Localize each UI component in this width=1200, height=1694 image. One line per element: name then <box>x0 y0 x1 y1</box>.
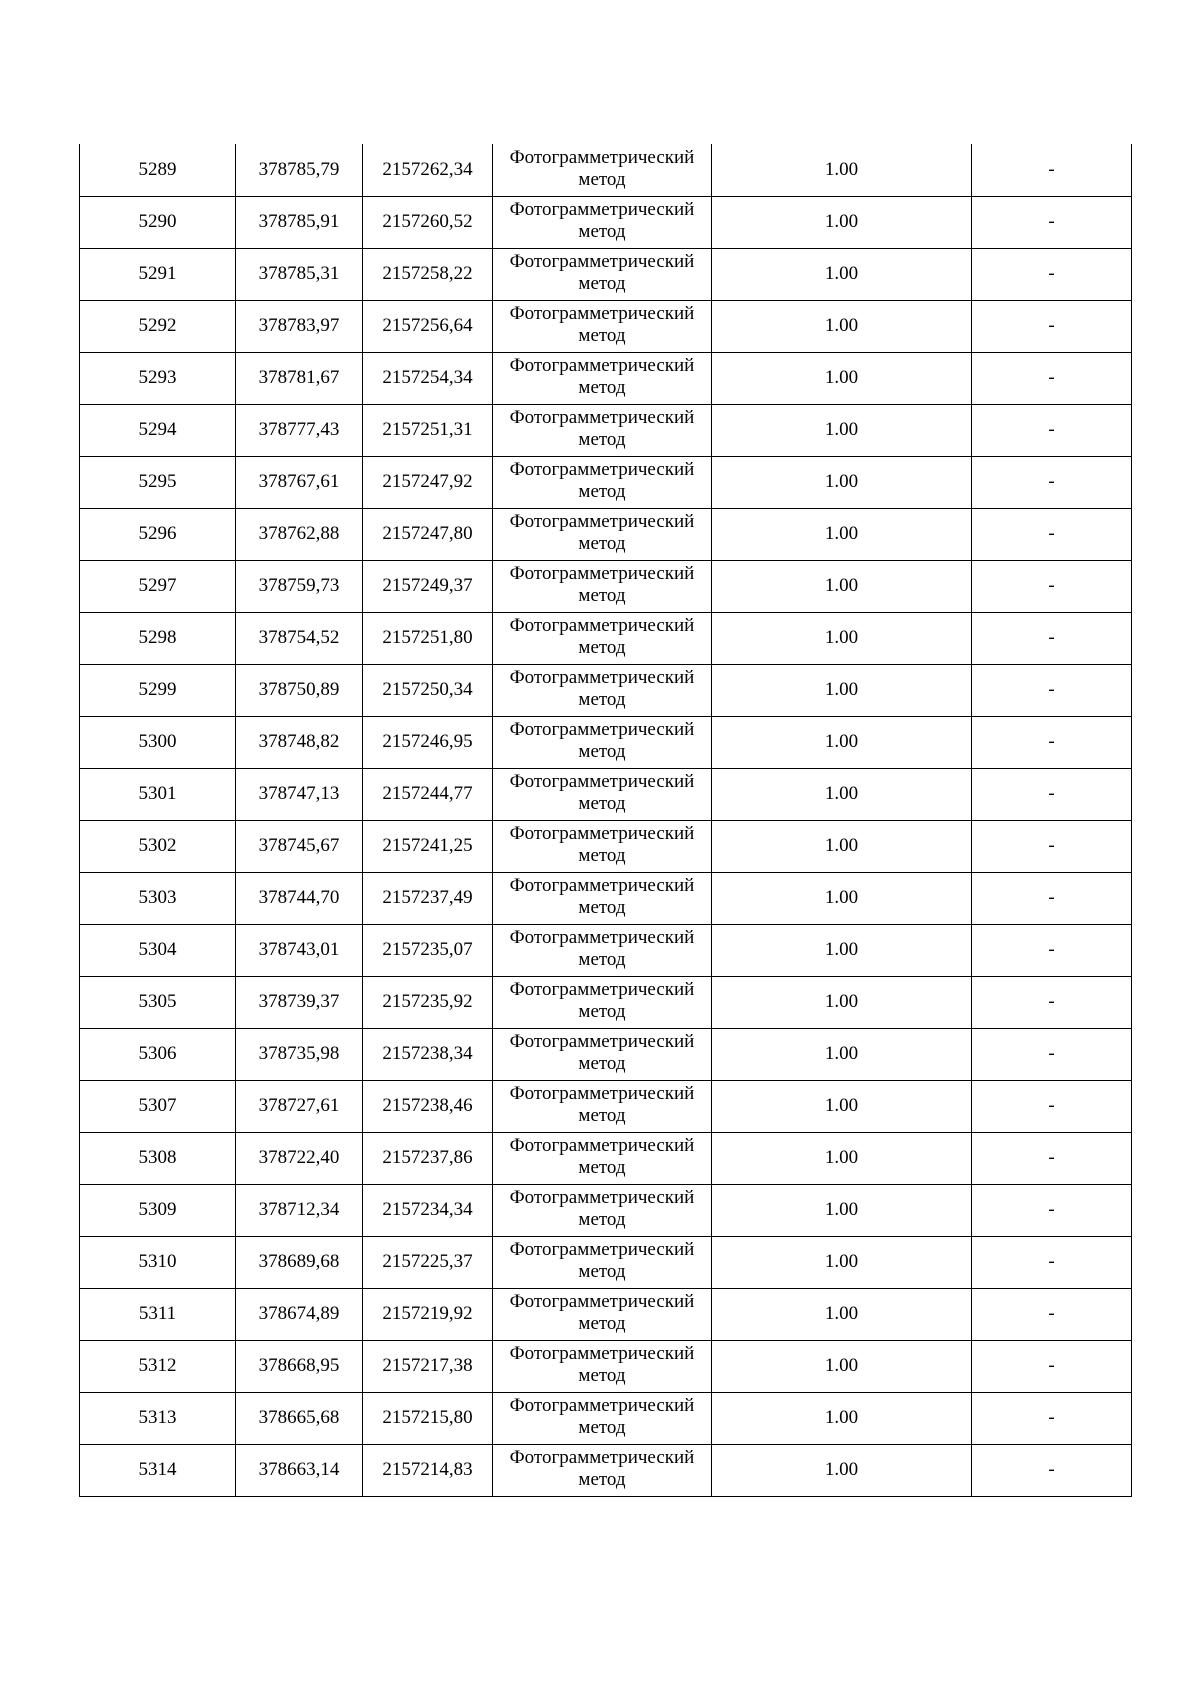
method-cell: Фотограмметрический метод <box>493 1340 712 1392</box>
x-coordinate-cell: 378777,43 <box>236 404 363 456</box>
point-number-cell: 5314 <box>80 1444 236 1496</box>
table-row <box>80 768 1132 820</box>
method-cell: Фотограмметрический метод <box>493 1028 712 1080</box>
method-cell: Фотограмметрический метод <box>493 820 712 872</box>
method-cell: Фотограмметрический метод <box>493 664 712 716</box>
note-cell: - <box>972 1392 1132 1444</box>
table-row <box>80 456 1132 508</box>
point-number-cell: 5308 <box>80 1132 236 1184</box>
y-coordinate-cell: 2157251,31 <box>363 404 493 456</box>
method-cell: Фотограмметрический метод <box>493 144 712 196</box>
note-cell: - <box>972 1340 1132 1392</box>
table-row <box>80 300 1132 352</box>
method-cell: Фотограмметрический метод <box>493 768 712 820</box>
note-cell: - <box>972 196 1132 248</box>
accuracy-cell: 1.00 <box>712 248 972 300</box>
method-cell: Фотограмметрический метод <box>493 1080 712 1132</box>
y-coordinate-cell: 2157219,92 <box>363 1288 493 1340</box>
x-coordinate-cell: 378785,79 <box>236 144 363 196</box>
point-number-cell: 5307 <box>80 1080 236 1132</box>
y-coordinate-cell: 2157247,92 <box>363 456 493 508</box>
y-coordinate-cell: 2157256,64 <box>363 300 493 352</box>
x-coordinate-cell: 378674,89 <box>236 1288 363 1340</box>
x-coordinate-cell: 378665,68 <box>236 1392 363 1444</box>
point-number-cell: 5294 <box>80 404 236 456</box>
table-row <box>80 1080 1132 1132</box>
accuracy-cell: 1.00 <box>712 196 972 248</box>
x-coordinate-cell: 378712,34 <box>236 1184 363 1236</box>
x-coordinate-cell: 378762,88 <box>236 508 363 560</box>
table-row <box>80 560 1132 612</box>
method-cell: Фотограмметрический метод <box>493 976 712 1028</box>
note-cell: - <box>972 560 1132 612</box>
note-cell: - <box>972 144 1132 196</box>
accuracy-cell: 1.00 <box>712 1236 972 1288</box>
note-cell: - <box>972 1236 1132 1288</box>
point-number-cell: 5289 <box>80 144 236 196</box>
table-row <box>80 248 1132 300</box>
y-coordinate-cell: 2157237,86 <box>363 1132 493 1184</box>
accuracy-cell: 1.00 <box>712 716 972 768</box>
y-coordinate-cell: 2157251,80 <box>363 612 493 664</box>
note-cell: - <box>972 456 1132 508</box>
accuracy-cell: 1.00 <box>712 560 972 612</box>
method-cell: Фотограмметрический метод <box>493 196 712 248</box>
table-row <box>80 196 1132 248</box>
x-coordinate-cell: 378783,97 <box>236 300 363 352</box>
point-number-cell: 5302 <box>80 820 236 872</box>
method-cell: Фотограмметрический метод <box>493 924 712 976</box>
accuracy-cell: 1.00 <box>712 1132 972 1184</box>
method-cell: Фотограмметрический метод <box>493 1236 712 1288</box>
point-number-cell: 5310 <box>80 1236 236 1288</box>
y-coordinate-cell: 2157258,22 <box>363 248 493 300</box>
accuracy-cell: 1.00 <box>712 924 972 976</box>
x-coordinate-cell: 378743,01 <box>236 924 363 976</box>
x-coordinate-cell: 378750,89 <box>236 664 363 716</box>
accuracy-cell: 1.00 <box>712 144 972 196</box>
y-coordinate-cell: 2157214,83 <box>363 1444 493 1496</box>
accuracy-cell: 1.00 <box>712 1392 972 1444</box>
note-cell: - <box>972 924 1132 976</box>
y-coordinate-cell: 2157262,34 <box>363 144 493 196</box>
accuracy-cell: 1.00 <box>712 872 972 924</box>
point-number-cell: 5296 <box>80 508 236 560</box>
method-cell: Фотограмметрический метод <box>493 352 712 404</box>
x-coordinate-cell: 378785,31 <box>236 248 363 300</box>
point-number-cell: 5306 <box>80 1028 236 1080</box>
note-cell: - <box>972 612 1132 664</box>
method-cell: Фотограмметрический метод <box>493 1288 712 1340</box>
method-cell: Фотограмметрический метод <box>493 872 712 924</box>
x-coordinate-cell: 378781,67 <box>236 352 363 404</box>
point-number-cell: 5293 <box>80 352 236 404</box>
table-row <box>80 404 1132 456</box>
note-cell: - <box>972 1080 1132 1132</box>
point-number-cell: 5301 <box>80 768 236 820</box>
x-coordinate-cell: 378759,73 <box>236 560 363 612</box>
note-cell: - <box>972 1184 1132 1236</box>
table-row <box>80 924 1132 976</box>
accuracy-cell: 1.00 <box>712 1340 972 1392</box>
x-coordinate-cell: 378727,61 <box>236 1080 363 1132</box>
method-cell: Фотограмметрический метод <box>493 300 712 352</box>
point-number-cell: 5297 <box>80 560 236 612</box>
y-coordinate-cell: 2157238,34 <box>363 1028 493 1080</box>
accuracy-cell: 1.00 <box>712 404 972 456</box>
table-row <box>80 1392 1132 1444</box>
point-number-cell: 5298 <box>80 612 236 664</box>
table-row <box>80 1184 1132 1236</box>
point-number-cell: 5305 <box>80 976 236 1028</box>
point-number-cell: 5309 <box>80 1184 236 1236</box>
y-coordinate-cell: 2157237,49 <box>363 872 493 924</box>
note-cell: - <box>972 352 1132 404</box>
coordinates-table-body <box>80 144 1132 1496</box>
accuracy-cell: 1.00 <box>712 820 972 872</box>
y-coordinate-cell: 2157249,37 <box>363 560 493 612</box>
x-coordinate-cell: 378722,40 <box>236 1132 363 1184</box>
note-cell: - <box>972 768 1132 820</box>
x-coordinate-cell: 378754,52 <box>236 612 363 664</box>
table-row <box>80 508 1132 560</box>
coordinates-table <box>79 144 1132 1497</box>
point-number-cell: 5290 <box>80 196 236 248</box>
method-cell: Фотограмметрический метод <box>493 716 712 768</box>
table-row <box>80 872 1132 924</box>
table-row <box>80 1132 1132 1184</box>
point-number-cell: 5292 <box>80 300 236 352</box>
method-cell: Фотограмметрический метод <box>493 1132 712 1184</box>
y-coordinate-cell: 2157246,95 <box>363 716 493 768</box>
point-number-cell: 5311 <box>80 1288 236 1340</box>
note-cell: - <box>972 716 1132 768</box>
note-cell: - <box>972 1288 1132 1340</box>
y-coordinate-cell: 2157217,38 <box>363 1340 493 1392</box>
point-number-cell: 5304 <box>80 924 236 976</box>
table-row <box>80 976 1132 1028</box>
y-coordinate-cell: 2157215,80 <box>363 1392 493 1444</box>
y-coordinate-cell: 2157234,34 <box>363 1184 493 1236</box>
point-number-cell: 5303 <box>80 872 236 924</box>
y-coordinate-cell: 2157254,34 <box>363 352 493 404</box>
note-cell: - <box>972 664 1132 716</box>
accuracy-cell: 1.00 <box>712 352 972 404</box>
point-number-cell: 5300 <box>80 716 236 768</box>
method-cell: Фотограмметрический метод <box>493 404 712 456</box>
x-coordinate-cell: 378744,70 <box>236 872 363 924</box>
note-cell: - <box>972 404 1132 456</box>
x-coordinate-cell: 378735,98 <box>236 1028 363 1080</box>
table-row <box>80 1028 1132 1080</box>
method-cell: Фотограмметрический метод <box>493 612 712 664</box>
x-coordinate-cell: 378767,61 <box>236 456 363 508</box>
note-cell: - <box>972 300 1132 352</box>
note-cell: - <box>972 1028 1132 1080</box>
y-coordinate-cell: 2157244,77 <box>363 768 493 820</box>
x-coordinate-cell: 378748,82 <box>236 716 363 768</box>
note-cell: - <box>972 1444 1132 1496</box>
method-cell: Фотограмметрический метод <box>493 456 712 508</box>
y-coordinate-cell: 2157247,80 <box>363 508 493 560</box>
table-row <box>80 1340 1132 1392</box>
note-cell: - <box>972 508 1132 560</box>
y-coordinate-cell: 2157238,46 <box>363 1080 493 1132</box>
y-coordinate-cell: 2157250,34 <box>363 664 493 716</box>
accuracy-cell: 1.00 <box>712 300 972 352</box>
table-row <box>80 1236 1132 1288</box>
x-coordinate-cell: 378745,67 <box>236 820 363 872</box>
y-coordinate-cell: 2157235,07 <box>363 924 493 976</box>
accuracy-cell: 1.00 <box>712 976 972 1028</box>
point-number-cell: 5295 <box>80 456 236 508</box>
note-cell: - <box>972 976 1132 1028</box>
y-coordinate-cell: 2157225,37 <box>363 1236 493 1288</box>
point-number-cell: 5313 <box>80 1392 236 1444</box>
y-coordinate-cell: 2157260,52 <box>363 196 493 248</box>
x-coordinate-cell: 378689,68 <box>236 1236 363 1288</box>
accuracy-cell: 1.00 <box>712 664 972 716</box>
method-cell: Фотограмметрический метод <box>493 1184 712 1236</box>
table-row <box>80 612 1132 664</box>
method-cell: Фотограмметрический метод <box>493 1444 712 1496</box>
method-cell: Фотограмметрический метод <box>493 1392 712 1444</box>
accuracy-cell: 1.00 <box>712 768 972 820</box>
table-row <box>80 820 1132 872</box>
accuracy-cell: 1.00 <box>712 1444 972 1496</box>
table-row <box>80 1444 1132 1496</box>
accuracy-cell: 1.00 <box>712 1184 972 1236</box>
method-cell: Фотограмметрический метод <box>493 508 712 560</box>
table-row <box>80 664 1132 716</box>
accuracy-cell: 1.00 <box>712 1288 972 1340</box>
accuracy-cell: 1.00 <box>712 612 972 664</box>
table-row <box>80 1288 1132 1340</box>
x-coordinate-cell: 378663,14 <box>236 1444 363 1496</box>
point-number-cell: 5291 <box>80 248 236 300</box>
x-coordinate-cell: 378785,91 <box>236 196 363 248</box>
table-row <box>80 716 1132 768</box>
point-number-cell: 5312 <box>80 1340 236 1392</box>
note-cell: - <box>972 820 1132 872</box>
accuracy-cell: 1.00 <box>712 508 972 560</box>
accuracy-cell: 1.00 <box>712 1028 972 1080</box>
accuracy-cell: 1.00 <box>712 456 972 508</box>
point-number-cell: 5299 <box>80 664 236 716</box>
x-coordinate-cell: 378739,37 <box>236 976 363 1028</box>
y-coordinate-cell: 2157235,92 <box>363 976 493 1028</box>
method-cell: Фотограмметрический метод <box>493 560 712 612</box>
y-coordinate-cell: 2157241,25 <box>363 820 493 872</box>
table-row <box>80 144 1132 196</box>
method-cell: Фотограмметрический метод <box>493 248 712 300</box>
note-cell: - <box>972 1132 1132 1184</box>
accuracy-cell: 1.00 <box>712 1080 972 1132</box>
note-cell: - <box>972 872 1132 924</box>
note-cell: - <box>972 248 1132 300</box>
x-coordinate-cell: 378747,13 <box>236 768 363 820</box>
table-row <box>80 352 1132 404</box>
x-coordinate-cell: 378668,95 <box>236 1340 363 1392</box>
